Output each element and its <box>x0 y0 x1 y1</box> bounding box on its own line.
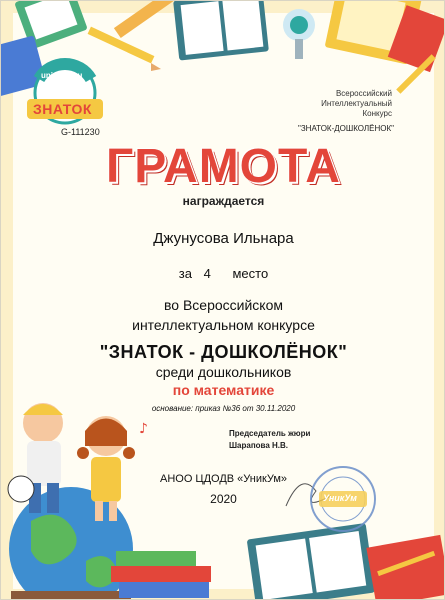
contest-name-header: "ЗНАТОК-ДОШКОЛЁНОК" <box>298 124 394 133</box>
logo-brand: ЗНАТОК <box>33 101 92 117</box>
contest-line: Всероссийский <box>335 89 392 98</box>
contest-text-line-1: во Всероссийском <box>164 297 283 313</box>
place-prefix: за <box>178 266 192 281</box>
stamp-label: УникУм <box>323 493 357 503</box>
jury-chair-name: Шарапова Н.В. <box>229 441 289 450</box>
contest-title: "ЗНАТОК - ДОШКОЛЁНОК" <box>99 342 348 362</box>
basis-label: основание: приказ №36 от 30.11.2020 <box>151 404 296 413</box>
jury-chair-title: Председатель жюри <box>229 429 311 438</box>
certificate-title: ГРАМОТА <box>106 140 341 193</box>
contest-line: Интеллектуальный <box>321 99 392 108</box>
contest-text-line-2: интеллектуальном конкурсе <box>132 317 315 333</box>
certificate-year: 2020 <box>210 492 237 506</box>
contest-line: Конкурс <box>362 109 392 118</box>
certificate-code: G-111230 <box>61 127 100 137</box>
svg-text:♪: ♪ <box>139 421 148 437</box>
awarded-label: награждается <box>182 194 265 208</box>
place-number: 4 <box>203 266 211 281</box>
contest-text-line-3: среди дошкольников <box>155 364 292 380</box>
contest-description <box>272 89 392 119</box>
recipient-name: Джунусова Ильнара <box>153 230 294 247</box>
notebook-icon <box>173 1 269 61</box>
books-stack-icon <box>111 551 211 598</box>
subject-label: по математике <box>172 382 275 398</box>
place-suffix: место <box>232 266 269 281</box>
bottom-red-book-icon <box>366 535 445 600</box>
bottom-notebook-icon <box>247 523 376 600</box>
place-row <box>1 266 445 281</box>
organization-name: АНОО ЦДОДВ «УникУм» <box>159 473 287 485</box>
flask-icon <box>283 9 315 59</box>
logo-arc-text: unic-um.ru <box>41 71 83 80</box>
